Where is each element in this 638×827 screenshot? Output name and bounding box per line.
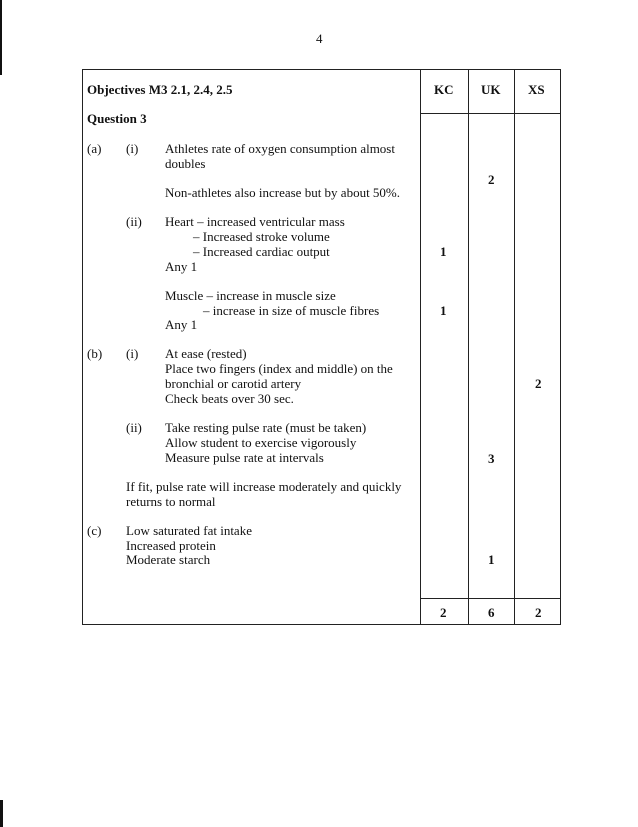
column-header-uk: UK — [481, 82, 501, 97]
answer-text: Moderate starch — [126, 552, 211, 567]
totals-rule — [420, 598, 561, 599]
sub-i-label: (i) — [126, 346, 139, 361]
page-number: 4 — [316, 31, 323, 46]
question-title: Question 3 — [87, 111, 147, 126]
answer-text: Any 1 — [165, 259, 198, 274]
answer-text: Low saturated fat intake — [126, 523, 252, 538]
total-uk: 6 — [488, 605, 495, 620]
answer-text: Increased protein — [126, 538, 216, 553]
total-kc: 2 — [440, 605, 447, 620]
sub-ii-label: (ii) — [126, 214, 142, 229]
scan-edge-bottom-left — [0, 800, 3, 827]
part-c-label: (c) — [87, 523, 102, 538]
mark-uk: 3 — [488, 451, 495, 466]
sub-i-label: (i) — [126, 141, 139, 156]
answer-text: – Increased cardiac output — [193, 244, 330, 259]
total-xs: 2 — [535, 605, 542, 620]
table-border-top — [82, 69, 561, 70]
answer-text: Measure pulse rate at intervals — [165, 450, 324, 465]
answer-text: Any 1 — [165, 317, 198, 332]
sub-ii-label: (ii) — [126, 420, 142, 435]
answer-text: Allow student to exercise vigorously — [165, 435, 357, 450]
answer-text: – Increased stroke volume — [193, 229, 330, 244]
column-header-xs: XS — [528, 82, 545, 97]
answer-text: returns to normal — [126, 494, 216, 509]
header-rule — [420, 113, 561, 114]
answer-text: Heart – increased ventricular mass — [165, 214, 345, 229]
answer-text: Muscle – increase in muscle size — [165, 288, 336, 303]
part-b-label: (b) — [87, 346, 103, 361]
mark-uk: 1 — [488, 552, 495, 567]
scan-edge-top-left — [0, 0, 2, 75]
column-divider-uk — [468, 69, 469, 625]
part-a-label: (a) — [87, 141, 102, 156]
objectives-heading: Objectives M3 2.1, 2.4, 2.5 — [87, 82, 233, 97]
mark-kc: 1 — [440, 244, 447, 259]
answer-text: Take resting pulse rate (must be taken) — [165, 420, 367, 435]
answer-text: doubles — [165, 156, 206, 171]
column-divider-kc — [420, 69, 421, 625]
table-border-left — [82, 69, 83, 625]
column-header-kc: KC — [434, 82, 454, 97]
table-border-right — [560, 69, 561, 625]
table-border-bottom — [82, 624, 561, 625]
answer-text: Athletes rate of oxygen consumption almost — [165, 141, 395, 156]
mark-uk: 2 — [488, 172, 495, 187]
answer-text: If fit, pulse rate will increase moderately and quickly — [126, 479, 402, 494]
mark-kc: 1 — [440, 303, 447, 318]
answer-text: bronchial or carotid artery — [165, 376, 302, 391]
mark-xs: 2 — [535, 376, 542, 391]
answer-text: Non-athletes also increase but by about 50%. — [165, 185, 401, 200]
column-divider-xs — [514, 69, 515, 625]
answer-text: At ease (rested) — [165, 346, 247, 361]
answer-text: Check beats over 30 sec. — [165, 391, 294, 406]
answer-text: – increase in size of muscle fibres — [203, 303, 380, 318]
answer-text: Place two fingers (index and middle) on the — [165, 361, 393, 376]
